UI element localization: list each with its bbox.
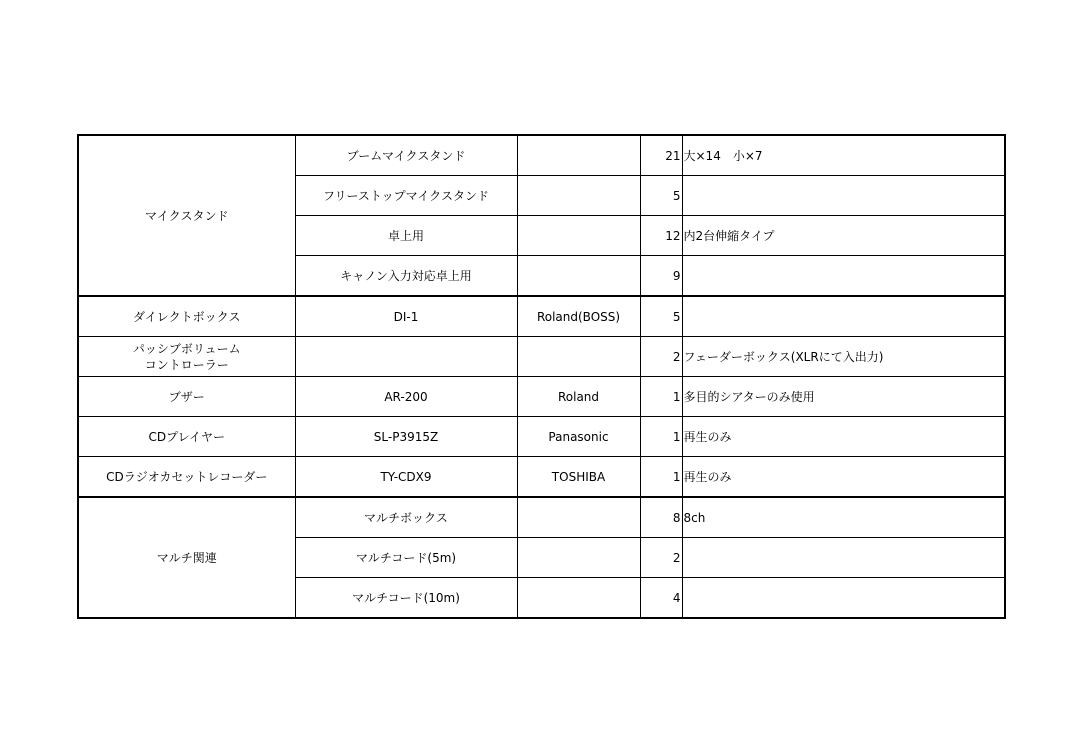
item-cell: マルチボックス [295, 497, 517, 538]
note-cell: 内2台伸縮タイプ [682, 216, 1005, 256]
qty-cell: 5 [640, 296, 682, 337]
category-cell: ブザー [78, 377, 295, 417]
qty-cell: 2 [640, 538, 682, 578]
note-cell: 多目的シアターのみ使用 [682, 377, 1005, 417]
qty-cell: 21 [640, 135, 682, 176]
item-cell: マルチコード(5m) [295, 538, 517, 578]
note-cell [682, 176, 1005, 216]
maker-cell: Roland(BOSS) [517, 296, 640, 337]
table-row [78, 337, 1005, 377]
table-row [78, 135, 1005, 176]
item-cell [295, 337, 517, 377]
item-cell: ブームマイクスタンド [295, 135, 517, 176]
qty-cell: 12 [640, 216, 682, 256]
qty-cell: 2 [640, 337, 682, 377]
category-cell: マルチ関連 [78, 497, 295, 618]
qty-cell: 8 [640, 497, 682, 538]
note-cell [682, 538, 1005, 578]
table-row [78, 417, 1005, 457]
maker-cell [517, 497, 640, 538]
qty-cell: 1 [640, 457, 682, 498]
table-row [78, 296, 1005, 337]
note-cell [682, 296, 1005, 337]
category-cell: マイクスタンド [78, 135, 295, 296]
maker-cell: Panasonic [517, 417, 640, 457]
maker-cell [517, 578, 640, 619]
table-row [78, 377, 1005, 417]
table-row [78, 457, 1005, 498]
maker-cell [517, 216, 640, 256]
note-cell: 大×14 小×7 [682, 135, 1005, 176]
maker-cell [517, 538, 640, 578]
note-cell: 8ch [682, 497, 1005, 538]
maker-cell: TOSHIBA [517, 457, 640, 498]
category-cell: CDプレイヤー [78, 417, 295, 457]
item-cell: キャノン入力対応卓上用 [295, 256, 517, 297]
note-cell [682, 256, 1005, 297]
note-cell: 再生のみ [682, 457, 1005, 498]
item-cell: フリーストップマイクスタンド [295, 176, 517, 216]
note-cell: 再生のみ [682, 417, 1005, 457]
note-cell: フェーダーボックス(XLRにて入出力) [682, 337, 1005, 377]
item-cell: DI-1 [295, 296, 517, 337]
table-row [78, 497, 1005, 538]
item-cell: TY-CDX9 [295, 457, 517, 498]
item-cell: AR-200 [295, 377, 517, 417]
equipment-table [77, 134, 1006, 619]
maker-cell [517, 135, 640, 176]
category-cell: パッシブボリューム コントローラー [78, 337, 295, 377]
item-cell: SL-P3915Z [295, 417, 517, 457]
maker-cell [517, 337, 640, 377]
maker-cell: Roland [517, 377, 640, 417]
category-cell: CDラジオカセットレコーダー [78, 457, 295, 498]
qty-cell: 1 [640, 377, 682, 417]
maker-cell [517, 256, 640, 297]
qty-cell: 4 [640, 578, 682, 619]
category-cell: ダイレクトボックス [78, 296, 295, 337]
item-cell: マルチコード(10m) [295, 578, 517, 619]
qty-cell: 1 [640, 417, 682, 457]
qty-cell: 9 [640, 256, 682, 297]
item-cell: 卓上用 [295, 216, 517, 256]
qty-cell: 5 [640, 176, 682, 216]
maker-cell [517, 176, 640, 216]
note-cell [682, 578, 1005, 619]
